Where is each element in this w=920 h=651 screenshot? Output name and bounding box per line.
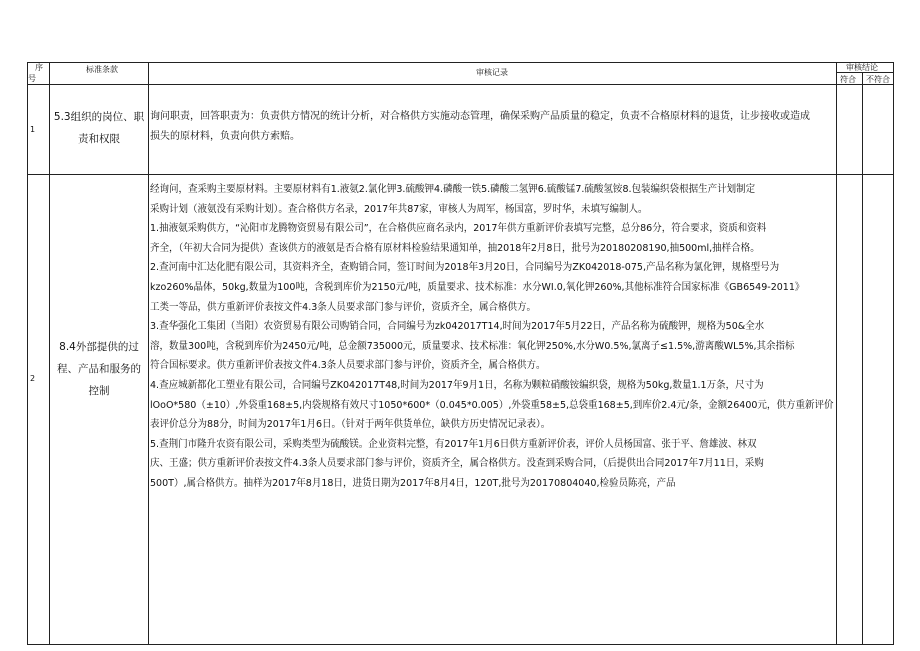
header-nonconform: 不符合 — [866, 75, 890, 84]
record-line: lOoO*580（±10）,外袋重168±5,内袋规格有效尺寸1050*600*（0.045*0.005）,外袋重58±5,总袋重168±5,到库价2.4元/条，金额26400元，供方重新评价 — [150, 399, 834, 411]
header-clause: 标准条款 — [86, 65, 118, 74]
record-line: 500T）,属合格供方。抽样为2017年8月18日，进货日期为2017年8月4日，120T,批号为20170804040,检验员陈亮，产品 — [150, 477, 676, 489]
record-cell — [150, 180, 869, 494]
record-line: 5.查荆门市隆升农资有限公司，采购类型为硫酸镁。企业资料完整，有2017年1月6日供方重新评价表，评价人员杨国富、张于平、詹雄波、林双 — [150, 438, 757, 450]
record-line: 2.查河南中汇达化肥有限公司，其资料齐全，查购销合同，签订时间为2018年3月20日，合同编号为ZK042018-075,产品名称为氯化钾，规格型号为 — [150, 262, 780, 274]
row-number: 1 — [30, 125, 36, 134]
clause-line: 责和权限 — [78, 133, 120, 145]
record-line: 工类一等品，供方重新评价表按文件4.3条人员要求部门参与评价，资质齐全，属合格供方。 — [150, 301, 537, 313]
column-divider-clause — [148, 62, 149, 645]
table-border-left — [27, 62, 28, 645]
record-line: 3.查华强化工集团（当阳）农资贸易有限公司购销合同，合同编号为zk042017T14,时间为2017年5月22日，产品名称为硫酸钾，规格为50&全水 — [150, 321, 765, 333]
header-seq-line1: 序 — [35, 63, 43, 72]
record-line: 经询问，查采购主要原材料。主要原材料有1.液氨2.氯化钾3.硫酸钾4.磷酸一铁5.磷酸二氢钾6.硫酸锰7.硫酸氢铵8.包装编织袋根据生产计划制定 — [150, 184, 756, 195]
table-border-right — [893, 62, 894, 645]
record-line: 符合国标要求。供方重新评价表按文件4.3条人员要求部门参与评价，资质齐全，属合格供方。 — [150, 360, 546, 372]
record-line: 4.查应城新都化工塑业有限公司，合同编号ZK042017T48,时间为2017年9月1日，名称为颗粒硝酸铵编织袋，规格为50kg,数量1.1万条，尺寸为 — [150, 379, 764, 391]
record-line: kzo260%晶体，50kg,数量为100吨，含税到库价为2150元/吨，质量要求、技术标准：水分WI.0,氧化钾260%,其他标准符合国家标准《GB6549-2011》 — [150, 281, 805, 293]
header-conclusion: 审核结论 — [846, 63, 878, 72]
header-record: 审核记录 — [476, 68, 508, 77]
clause-line: 程、产品和服务的 — [57, 363, 141, 375]
record-line: 表评价总分为88分，时间为2017年1月6日。（针对于两年供货单位，缺供方历史情况记录表）。 — [150, 419, 551, 431]
clause-line: 8.4外部提供的过 — [59, 341, 139, 353]
record-line: 庆、王盛；供方重新评价表按文件4.3条人员要求部门参与评价，资质齐全，属合格供方。没查到采购合同，（后提供出合同2017年7月11日，采购 — [150, 458, 764, 470]
record-line: 1.抽液氨采购供方，“沁阳市龙腾物资贸易有限公司”，在合格供应商名录内，2017年供方重新评价表填写完整，总分86分，符合要求，资质和资料 — [150, 223, 767, 235]
clause-line: 控制 — [88, 385, 110, 397]
header-conform: 符合 — [840, 75, 856, 84]
record-line: 溶，数量300吨，含税到库价为2450元/吨，总金额735000元，质量要求、技术标准：氧化钾250%,水分W0.5%,氯离子≤1.5%,游离酸WL5%,其余指标 — [150, 340, 795, 352]
record-line: 采购计划（液氨没有采购计划）。查合格供方名录，2017年共87家，审核人为周军，杨国富，罗时华，未填写编制人。 — [150, 203, 648, 215]
row-divider-1 — [27, 174, 894, 175]
clause-cell — [50, 336, 148, 402]
table-border-bottom — [27, 644, 894, 645]
table-border-top — [27, 62, 894, 63]
record-cell — [150, 107, 810, 146]
record-line: 损失的原材料，负责向供方索赔。 — [150, 130, 300, 142]
record-line: 询问职责，回答职责为：负责供方情况的统计分析，对合格供方实施动态管理，确保采购产品质量的稳定，负责不合格原材料的退货，让步接收或造成 — [150, 111, 810, 122]
record-line: 齐全，（年初大合同为提供）查该供方的液氨是否合格有原材料检验结果通知单，抽2018年2月8日，批号为20180208190,抽500ml,抽样合格。 — [150, 242, 760, 254]
header-seq-line2: 号 — [28, 74, 36, 83]
header-bottom-line — [27, 84, 894, 85]
clause-cell — [50, 106, 148, 150]
clause-line: 5.3组织的岗位、职 — [53, 111, 145, 123]
row-number: 2 — [30, 374, 36, 383]
